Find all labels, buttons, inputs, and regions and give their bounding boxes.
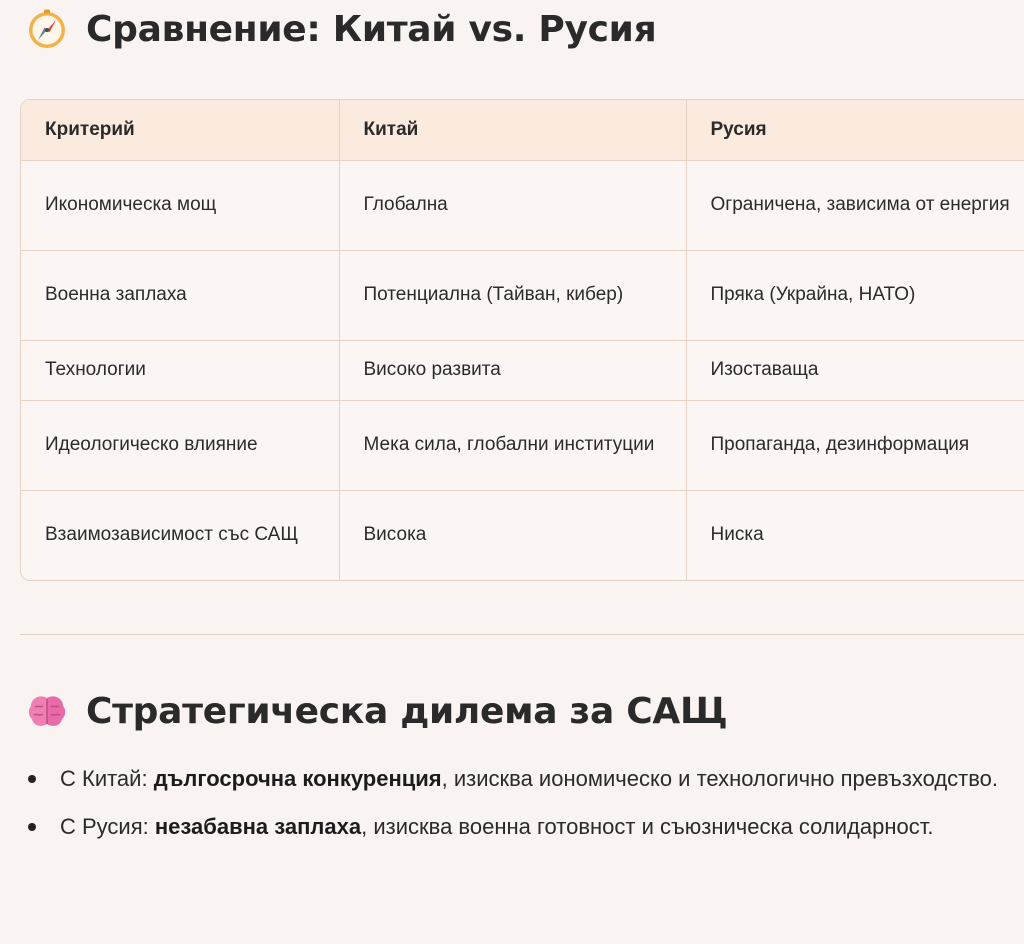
bullet-text: , изисква иономическо и технологично превъзходство. — [441, 766, 999, 791]
table-cell: Идеологическо влияние — [21, 400, 339, 490]
comparison-table — [20, 99, 1024, 581]
bullet-emphasis: незабавна заплаха — [154, 814, 362, 839]
table-row — [21, 250, 1024, 340]
header-china: Китай — [339, 100, 686, 160]
table-cell: Мека сила, глобални институции — [339, 400, 686, 490]
table-cell: Глобална — [339, 160, 686, 250]
table-row — [21, 400, 1024, 490]
list-item — [0, 806, 1024, 848]
table-row — [21, 340, 1024, 400]
bullet-text: , изисква военна готовност и съюзническа солидарност. — [361, 814, 934, 839]
table-cell: Технологии — [21, 340, 339, 400]
compass-icon — [26, 8, 68, 50]
table-header-row — [21, 100, 1024, 160]
section-divider — [20, 634, 1024, 635]
table-cell: Взаимозависимост със САЩ — [21, 490, 339, 580]
table-cell: Пропаганда, дезинформация — [686, 400, 1024, 490]
dilemma-title: Стратегическа дилема за САЩ — [86, 690, 728, 732]
table-cell: Военна заплаха — [21, 250, 339, 340]
table-cell: Икономическа мощ — [21, 160, 339, 250]
header-russia: Русия — [686, 100, 1024, 160]
table-row — [21, 160, 1024, 250]
table-row — [21, 490, 1024, 580]
comparison-title: Сравнение: Китай vs. Русия — [86, 8, 657, 50]
bullet-emphasis: дългосрочна конкуренция — [153, 766, 442, 791]
bullet-prefix: С Русия: — [60, 814, 155, 839]
table-cell: Висока — [339, 490, 686, 580]
table-cell: Потенциална (Тайван, кибер) — [339, 250, 686, 340]
dilemma-heading — [26, 690, 727, 732]
brain-icon — [26, 690, 68, 732]
list-item — [0, 758, 1024, 800]
table-cell: Ограничена, зависима от енергия — [686, 160, 1024, 250]
bullet-dot-icon — [28, 823, 36, 831]
comparison-heading — [26, 8, 656, 50]
bullet-prefix: С Китай: — [60, 766, 154, 791]
table-cell: Пряка (Украйна, НАТО) — [686, 250, 1024, 340]
table-cell: Изоставаща — [686, 340, 1024, 400]
bullet-dot-icon — [28, 775, 36, 783]
header-criterion: Критерий — [21, 100, 339, 160]
table-cell: Високо развита — [339, 340, 686, 400]
dilemma-list — [0, 758, 1024, 854]
table-cell: Ниска — [710, 524, 764, 546]
